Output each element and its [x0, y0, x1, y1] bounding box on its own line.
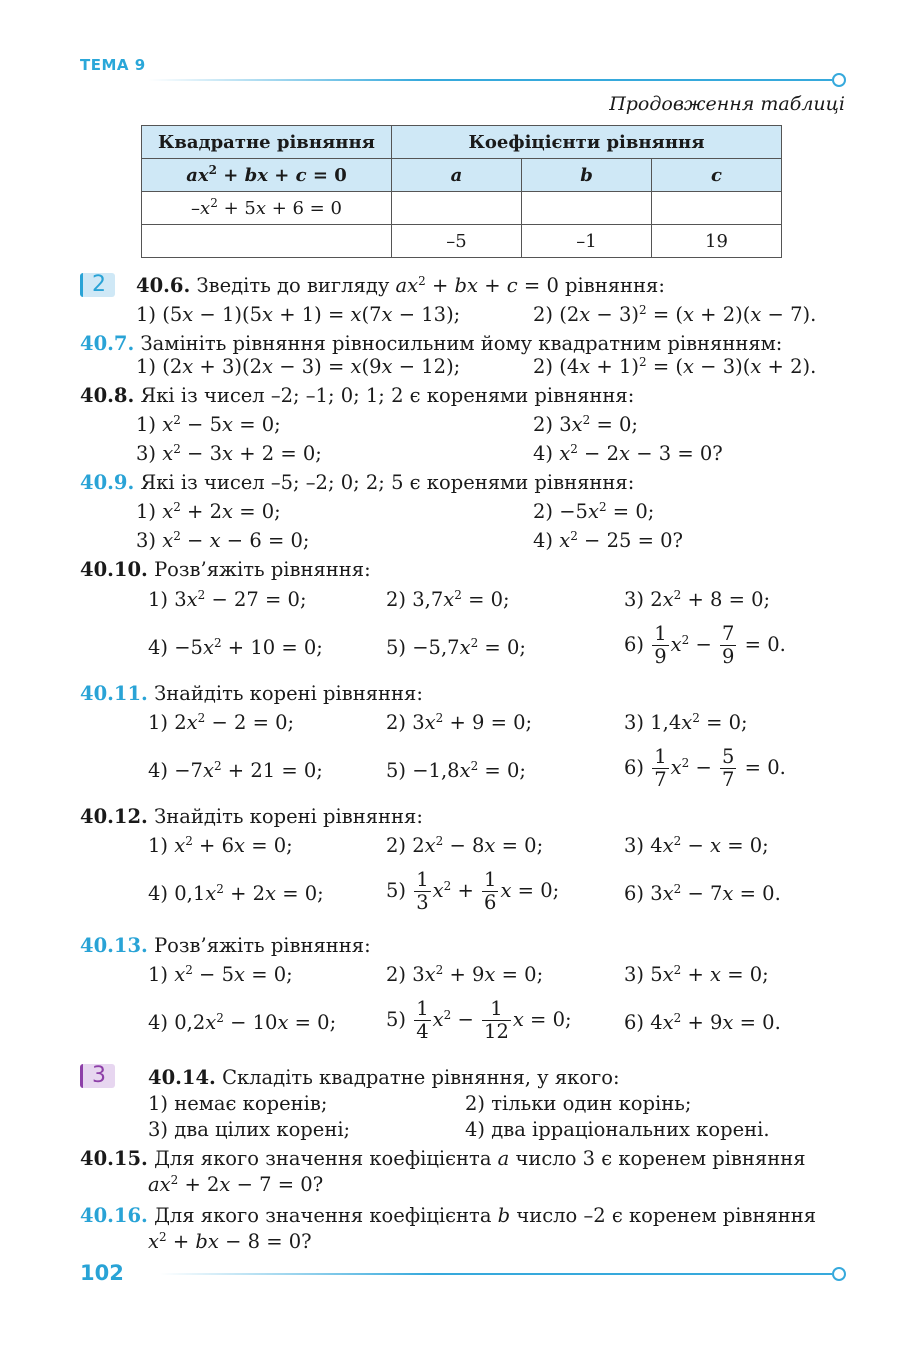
exercise-40-12-item-1: 1) $x^2 + 6x = 0$;	[148, 834, 293, 857]
coef-c-header: c	[652, 159, 782, 192]
exercise-40-7-item-2: 2) $(4x + 1)^2 = (x - 3)(x + 2)$.	[533, 355, 817, 378]
exercise-40-10-item-4: $4) -5x^2 + 10 = 0$;	[148, 636, 323, 659]
coefficients-table	[141, 125, 782, 258]
header-rule	[148, 79, 832, 81]
exercise-40-11: 40.11. Знайдіть корені рівняння:	[80, 682, 423, 705]
table-cell: –1	[522, 225, 652, 258]
exercise-40-8-item-2: 2) $3x^2 = 0$;	[533, 413, 638, 436]
exercise-40-14-item-1: 1) немає коренів;	[148, 1092, 328, 1115]
exercise-40-6: 40.6. Зведіть до вигляду $ax^2$ + bx + c = 0 рівняння:	[136, 274, 665, 297]
exercise-40-8: 40.8. Які із чисел –2; –1; 0; 1; 2 є коренями рівняння:	[80, 384, 635, 407]
exercise-40-16: 40.16. Для якого значення коефіцієнта b число –2 є коренем рівняння	[80, 1204, 817, 1227]
exercise-40-15: 40.15. Для якого значення коефіцієнта a число 3 є коренем рівняння	[80, 1147, 806, 1170]
exercise-40-16-equation: $x^2$ + bx − 8 = 0?	[148, 1230, 312, 1253]
exercise-40-9-item-4: 4) $x^2 - 25 = 0$?	[533, 529, 684, 552]
exercise-40-14-item-3: 3) два цілих корені;	[148, 1118, 351, 1141]
footer-rule-dot	[832, 1267, 846, 1281]
exercise-40-8-item-3: 3) $x^2 - 3x + 2 = 0$;	[136, 442, 322, 465]
exercise-40-12-item-3: 3) $4x^2 - x = 0$;	[624, 834, 769, 857]
exercise-40-14: 40.14. Складіть квадратне рівняння, у якого:	[148, 1066, 620, 1089]
exercise-40-14-item-2: 2) тільки один корінь;	[465, 1092, 692, 1115]
table-continuation-label: Продовження таблиці	[609, 93, 845, 115]
table-cell	[522, 192, 652, 225]
exercise-40-8-item-1: 1) $x^2 - 5x = 0$;	[136, 413, 281, 436]
exercise-40-7: 40.7. Замініть рівняння рівносильним йому квадратним рівнянням:	[80, 332, 783, 355]
exercise-40-11-item-2: 2) $3x^2 + 9 = 0$;	[386, 711, 533, 734]
exercise-40-11-item-3: 3) $1,4x^2 = 0$;	[624, 711, 748, 734]
exercise-40-6-item-1: 1) (5x − 1)(5x + 1) = x(7x − 13);	[136, 303, 461, 326]
table-cell-equation: $-x^2 + 5x + 6 = 0$	[142, 192, 392, 225]
exercise-40-10-item-6: 6) $\frac{1}{9}$ $x^2$ − $\frac{7}{9}$ = 0.	[624, 622, 786, 668]
exercise-40-7-item-1: 1) (2x + 3)(2x − 3) = x(9x − 12);	[136, 355, 461, 378]
col-equation-header: Квадратне рівняння	[142, 126, 392, 159]
exercise-40-13: 40.13. Розв’яжіть рівняння:	[80, 934, 371, 957]
exercise-40-9-item-1: 1) $x^2 + 2x = 0$;	[136, 500, 281, 523]
page-number: 102	[80, 1261, 124, 1285]
exercise-40-10: 40.10. Розв’яжіть рівняння:	[80, 558, 371, 581]
topic-label: ТЕМА 9	[80, 56, 146, 74]
exercise-40-13-item-6: 6) $4x^2 + 9x = 0$.	[624, 1011, 781, 1034]
exercise-40-14-item-4: 4) два ірраціональних корені.	[465, 1118, 770, 1141]
exercise-40-12-item-6: 6) $3x^2 - 7x = 0$.	[624, 882, 781, 905]
table-cell	[652, 192, 782, 225]
table-cell: –5	[392, 225, 522, 258]
exercise-40-9-item-2: $2) -5x^2 = 0$;	[533, 500, 655, 523]
exercise-40-9: 40.9. Які із чисел –5; –2; 0; 2; 5 є коренями рівняння:	[80, 471, 635, 494]
exercise-40-10-item-2: 2) $3,7x^2 = 0$;	[386, 588, 510, 611]
exercise-40-6-item-2: 2) $(2x - 3)^2 = (x + 2)(x - 7)$.	[533, 303, 817, 326]
table-cell	[392, 192, 522, 225]
exercise-40-11-item-5: $5) -1,8x^2 = 0$;	[386, 759, 526, 782]
exercise-40-13-item-1: 1) $x^2 - 5x = 0$;	[148, 963, 293, 986]
exercise-40-12-item-4: 4) $0,1x^2 + 2x = 0$;	[148, 882, 324, 905]
exercise-40-10-item-3: 3) $2x^2 + 8 = 0$;	[624, 588, 771, 611]
level-3-badge: 3	[80, 1064, 115, 1088]
exercise-40-12: 40.12. Знайдіть корені рівняння:	[80, 805, 423, 828]
exercise-40-10-item-1: 1) $3x^2 - 27 = 0$;	[148, 588, 307, 611]
exercise-40-10-item-5: $5) -5,7x^2 = 0$;	[386, 636, 526, 659]
exercise-40-9-item-3: 3) $x^2 - x - 6 = 0$;	[136, 529, 310, 552]
exercise-40-12-item-5: 5) $\frac{1}{3}$ $x^2$ + $\frac{1}{6}$ x = 0;	[386, 868, 560, 914]
level-2-badge: 2	[80, 273, 115, 297]
col-coefficients-header: Коефіцієнти рівняння	[392, 126, 782, 159]
table-cell: 19	[652, 225, 782, 258]
table-cell	[142, 225, 392, 258]
exercise-40-13-item-3: 3) $5x^2 + x = 0$;	[624, 963, 769, 986]
exercise-40-15-equation: $ax^2 + 2x - 7 = 0$?	[148, 1173, 324, 1196]
coef-b-header: b	[522, 159, 652, 192]
general-form-cell: $ax^2$ + bx + c = 0	[142, 159, 392, 192]
exercise-40-11-item-4: $4) -7x^2 + 21 = 0$;	[148, 759, 323, 782]
exercise-40-8-item-4: 4) $x^2 - 2x - 3 = 0$?	[533, 442, 723, 465]
exercise-40-11-item-1: 1) $2x^2 - 2 = 0$;	[148, 711, 295, 734]
exercise-40-12-item-2: 2) $2x^2 - 8x = 0$;	[386, 834, 544, 857]
exercise-40-13-item-4: 4) $0,2x^2 - 10x = 0$;	[148, 1011, 337, 1034]
exercise-40-11-item-6: 6) $\frac{1}{7}$ $x^2$ − $\frac{5}{7}$ = 0.	[624, 745, 786, 791]
footer-rule	[160, 1273, 832, 1275]
exercise-40-13-item-5: 5) $\frac{1}{4}$ $x^2$ − $\frac{1}{12}$ x = 0;	[386, 997, 572, 1043]
exercise-40-13-item-2: 2) $3x^2 + 9x = 0$;	[386, 963, 544, 986]
coef-a-header: a	[392, 159, 522, 192]
header-rule-dot	[832, 73, 846, 87]
